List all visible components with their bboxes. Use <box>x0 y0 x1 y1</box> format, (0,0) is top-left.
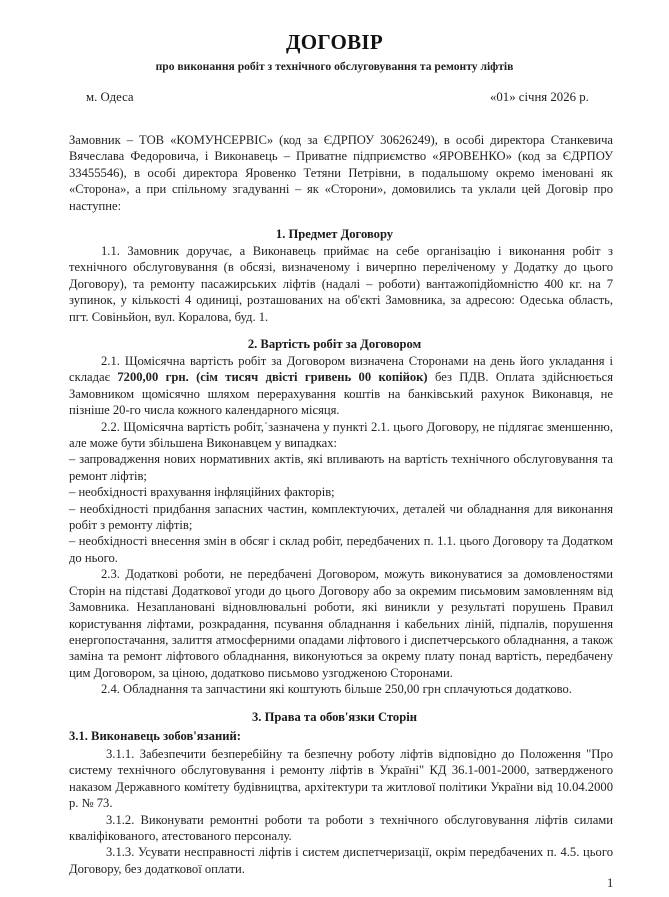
section-1-heading: 1. Предмет Договору <box>275 227 394 241</box>
clause-2-2-item: – необхідності врахування інфляційних факторів; <box>69 485 335 500</box>
page-number: 1 <box>607 876 614 890</box>
clause-2-1-text-b: без ПДВ. Оплата здійснюється Замовником щомісячно шляхом перерахування коштів на банківський рахунок Виконавця, не пізніше 20-го числа кожного календарного місяця. <box>69 370 614 418</box>
contract-date: «01» січня 2026 р. <box>490 90 589 104</box>
clause-2-1-text-a: 2.1. Щомісячна вартість робіт за Договором визначена Сторонами на день його укладання і складає <box>69 354 613 385</box>
clause-3-1-1: 3.1.1. Забезпечити безперебійну та безпечну роботу ліфтів відповідно до Положення "Про систему технічного обслуговування і ремонту ліфтів в Україні" КД 36.1-001-2000, затвердженого наказом Державного комітету будівництва, архітектури та житлової політики України від 10.04.2000 р. № 73. <box>69 747 613 811</box>
section-3-1-heading: 3.1. Виконавець зобов'язаний: <box>69 729 241 743</box>
clause-3-1-2: 3.1.2. Виконувати ремонтні роботи та роботи з технічного обслуговування ліфтів силами кваліфікованого, атестованого персоналу. <box>69 812 613 844</box>
section-1-body <box>69 243 613 325</box>
clause-2-3: 2.3. Додаткові роботи, не передбачені Договором, можуть виконуватися за домовленостями Сторін на підставі Додаткової угоди до цього Договору або за окремим письмовим замовленням від Замовника. Незаплановані відновлювальні роботи, які виникли у результаті порушень Правил користування ліфтами, розкрадання, псування обладнання і кабельних ліній, підпалів, порушення енергопостачання, залиття атмосферними опадами ліфтового і диспетчерського обладнання, а також заміна та ремонт ліфтового обладнання, виконуються за окрему плату понад вартість, передбачену цим Договором, за ціною, додатково письмово узгодженою Сторонами. <box>69 567 613 680</box>
clause-2-2-item: – запровадження нових нормативних актів, які впливають на вартість технічного обслуговування та ремонт ліфтів; <box>69 452 613 483</box>
section-3-heading: 3. Права та обов'язки Сторін <box>252 710 417 724</box>
clause-2-2-item: – необхідності придбання запасних частин, комплектуючих, деталей чи обладнання для виконання робіт з ремонту ліфтів; <box>69 501 613 533</box>
document-title: ДОГОВІР <box>285 30 384 54</box>
preamble <box>69 132 613 214</box>
section-3-body <box>69 746 613 877</box>
clause-2-2: 2.2. Щомісячна вартість робіт,ˈзазначена у пункті 2.1. цього Договору, не підлягає зменшенню, але може бути збільшена Виконавцем у випадках: <box>69 419 613 451</box>
section-2-heading: 2. Вартість робіт за Договором <box>247 337 422 351</box>
preamble-text: Замовник – ТОВ «КОМУНСЕРВІС» (код за ЄДРПОУ 30626249), в особі директора Станкевича Вячеслава Федоровича, і Виконавець – Приватне підприємство «ЯРОВЕНКО» (код за ЄДРПОУ 33455546), в особі директора Яровенко Тетяни Петрівни, в подальшому окремо іменовані як «Сторона», а при спільному згадуванні – як «Сторони», домовились та уклали цей Договір про наступне: <box>69 133 613 213</box>
clause-2-2-item: – необхідності внесення змін в обсяг і склад робіт, передбачених п. 1.1. цього Договору та Додатком до нього. <box>69 534 613 565</box>
monthly-price: 7200,00 грн. (сім тисяч двісті гривень 00 копійок) <box>117 370 428 385</box>
clause-2-1 <box>69 353 613 419</box>
clause-1-1: 1.1. Замовник доручає, а Виконавець приймає на себе організацію і виконання робіт з технічного обслуговування (в обсязі, визначеному і вичерпно переліченому у Додатку до цього Договору), та ремонту пасажирських ліфтів (надалі – роботи) вантажопідйомністю 400 кг. на 7 зупинок, у кількості 4 одиниці, розташованих на об'єкті Замовника, за адресою: Одеська область, пгт. Совіньйон, вул. Коралова, буд. 1. <box>69 244 613 324</box>
document-subtitle: про виконання робіт з технічного обслуговування та ремонту ліфтів <box>155 60 514 73</box>
clause-3-1-3: 3.1.3. Усувати несправності ліфтів і систем диспетчеризації, окрім передбачених п. 4.5. цього Договору, без додаткової оплати. <box>69 845 613 876</box>
section-2-body <box>69 353 613 698</box>
clause-2-4: 2.4. Обладнання та запчастини які коштують більше 250,00 грн сплачуються додатково. <box>101 682 572 697</box>
contract-city: м. Одеса <box>86 90 134 104</box>
